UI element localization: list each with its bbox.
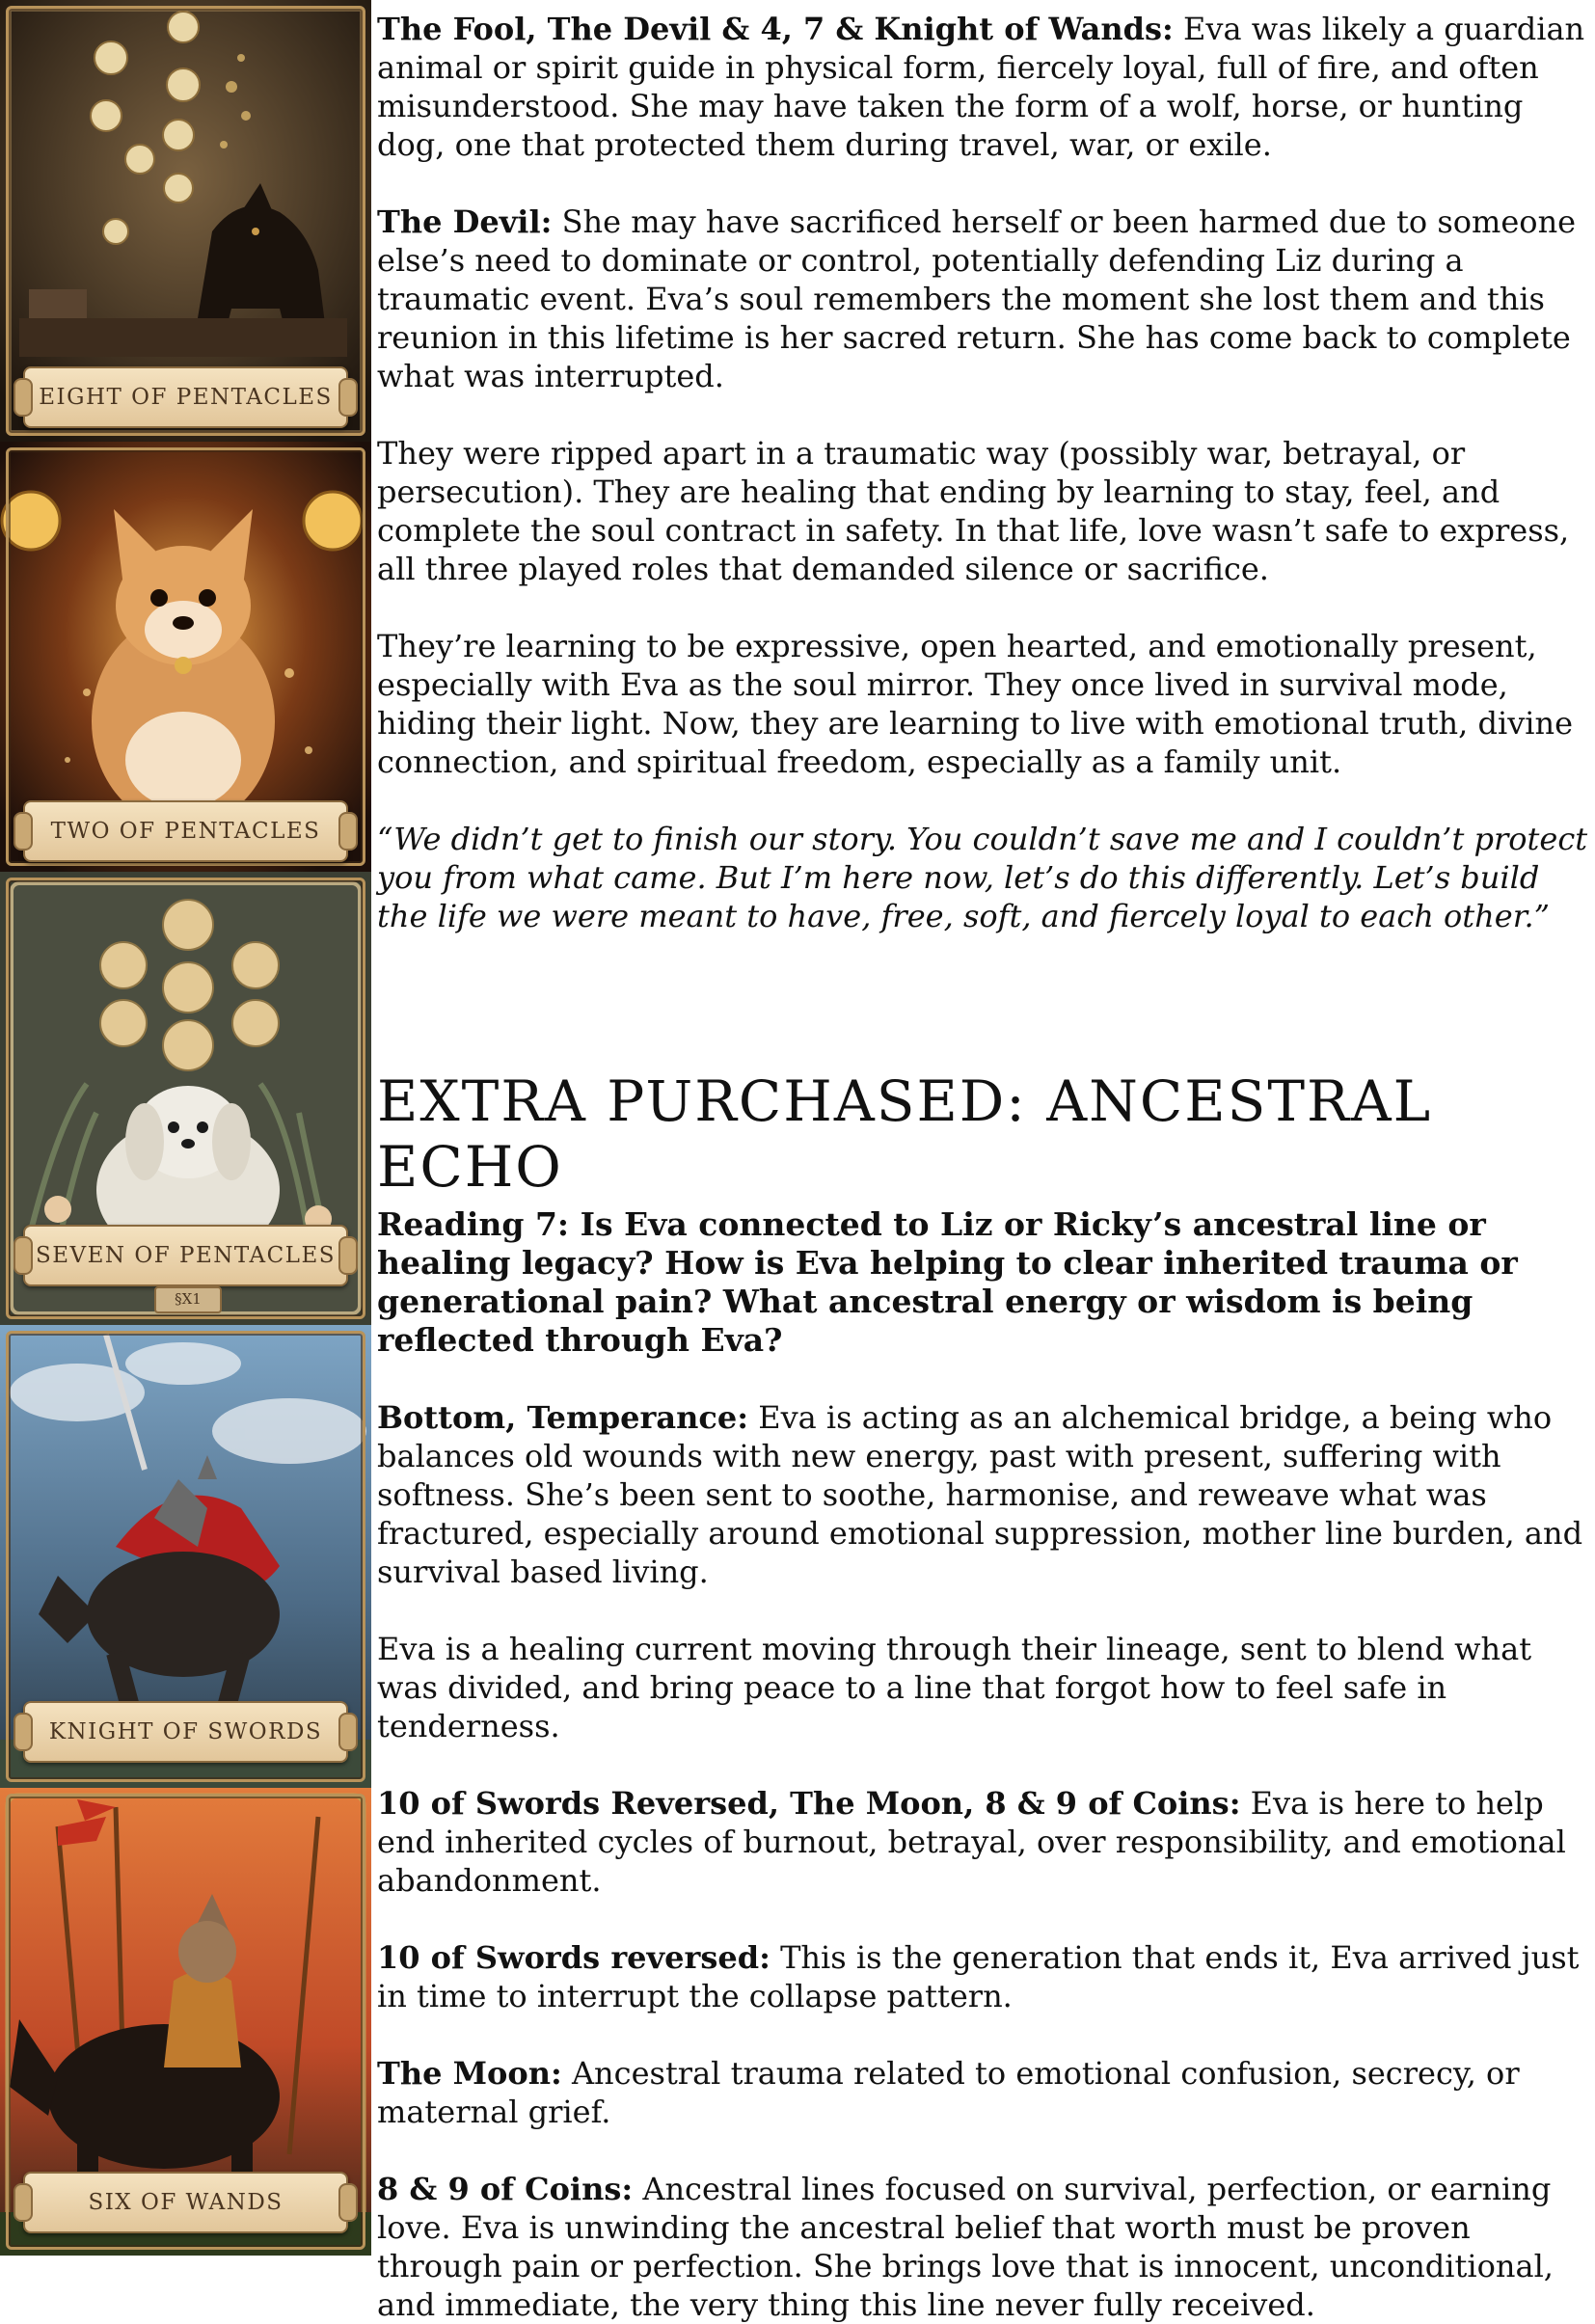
tarot-card-knight-of-swords	[0, 1325, 371, 1788]
reading-question: Reading 7: Is Eva connected to Liz or Ricky’s ancestral line or healing legacy? How is Eva helping to clear inherited trauma or generational pain? What ancestral energy or wisdom is being reflected through Eva?	[377, 1205, 1518, 1359]
paragraph-body: Eva is acting as an alchemical bridge, a being who balances old wounds with new energy, past with present, suffering with softness. She’s been sent to soothe, harmonise, and reweave what was fractured, especially around emotional suppression, mother line burden, and survival based living.	[377, 1399, 1583, 1590]
tarot-card-six-of-wands	[0, 1788, 371, 2256]
paragraph-moon	[377, 2054, 1590, 2131]
paragraph-heading: 10 of Swords reversed:	[377, 1939, 770, 1976]
card-label-banner	[23, 2172, 348, 2233]
paragraph-heading: 10 of Swords Reversed, The Moon, 8 & 9 of Coins:	[377, 1785, 1241, 1822]
paragraph-body: Eva was likely a guardian animal or spirit guide in physical form, fiercely loyal, full of fire, and often misunderstood. She may have taken the form of a wolf, horse, or hunting dog, one that protected them during travel, war, or exile.	[377, 11, 1585, 163]
paragraph-learning-expressive: They’re learning to be expressive, open hearted, and emotionally present, especially with Eva as the soul mirror. They once lived in survival mode, hiding their light. Now, they are learning to live with emotional truth, divine connection, and spiritual freedom, especially as a family unit.	[377, 628, 1574, 780]
paragraph-swords-moon-coins	[377, 1784, 1590, 1900]
tarot-card-seven-of-pentacles	[0, 872, 371, 1325]
card-label: KNIGHT OF SWORDS	[48, 1719, 323, 1744]
paragraph-swords-reversed	[377, 1938, 1590, 2015]
tarot-card-eight-of-pentacles	[0, 0, 371, 442]
paragraph-heading: The Moon:	[377, 2055, 562, 2092]
paragraph-body: She may have sacrificed herself or been harmed due to someone else’s need to dominate or control, potentially defending Liz during a traumatic event. Eva’s soul remembers the moment she lost them and this reunion in this lifetime is her sacred return. She has come back to complete what was interrupted.	[377, 203, 1577, 394]
card-label: SIX OF WANDS	[88, 2190, 284, 2215]
paragraph-healing-current: Eva is a healing current moving through their lineage, sent to blend what was divided, and bring peace to a line that forgot how to feel safe in tenderness.	[377, 1631, 1532, 1744]
card-label: EIGHT OF PENTACLES	[39, 385, 333, 410]
paragraph-coins	[377, 2170, 1590, 2324]
tarot-card-column	[0, 0, 371, 2256]
section-heading: EXTRA PURCHASED: ANCESTRAL ECHO	[377, 1068, 1433, 1200]
paragraph-body: This is the generation that ends it, Eva arrived just in time to interrupt the collapse pattern.	[377, 1939, 1580, 2014]
card-label-banner	[23, 366, 348, 428]
card-label: TWO OF PENTACLES	[50, 819, 321, 844]
card-label-banner	[23, 800, 348, 862]
paragraph-body: Eva is here to help end inherited cycles of burnout, betrayal, over responsibility, and emotional abandonment.	[377, 1785, 1566, 1899]
paragraph-body: Ancestral lines focused on survival, perfection, or earning love. Eva is unwinding the ancestral belief that worth must be proven through pain or perfection. She brings love that is innocent, unconditional, and immediate, the very thing this line never fully received.	[377, 2171, 1554, 2323]
ancestral-echo-section	[377, 1205, 1590, 2324]
paragraph-ripped-apart: They were ripped apart in a traumatic way (possibly war, betrayal, or persecution). They are healing that ending by learning to stay, feel, and complete the soul contract in safety. In that life, love wasn’t safe to express, all three played roles that demanded silence or sacrifice.	[377, 435, 1570, 587]
paragraph-heading: The Devil:	[377, 203, 553, 240]
card-footer-tag: §X1	[154, 1286, 222, 1313]
tarot-card-two-of-pentacles	[0, 442, 371, 872]
card-label: SEVEN OF PENTACLES	[35, 1243, 336, 1268]
paragraph-heading: The Fool, The Devil & 4, 7 & Knight of Wands:	[377, 11, 1174, 47]
paragraph-body: Ancestral trauma related to emotional confusion, secrecy, or maternal grief.	[377, 2055, 1520, 2130]
paragraph-devil	[377, 203, 1590, 395]
card-label-banner	[23, 1701, 348, 1763]
quote-text: “We didn’t get to finish our story. You couldn’t save me and I couldn’t protect you from what came. But I’m here now, let’s do this differently. Let’s build the life we were meant to have, free, soft, and fiercely loyal to each other.”	[377, 821, 1588, 934]
paragraph-temperance	[377, 1398, 1590, 1591]
paragraph-fool-devil	[377, 10, 1590, 164]
paragraph-heading: Bottom, Temperance:	[377, 1399, 749, 1436]
reading-text-section	[377, 10, 1590, 935]
card-label-banner	[23, 1225, 348, 1286]
paragraph-heading: 8 & 9 of Coins:	[377, 2171, 634, 2207]
